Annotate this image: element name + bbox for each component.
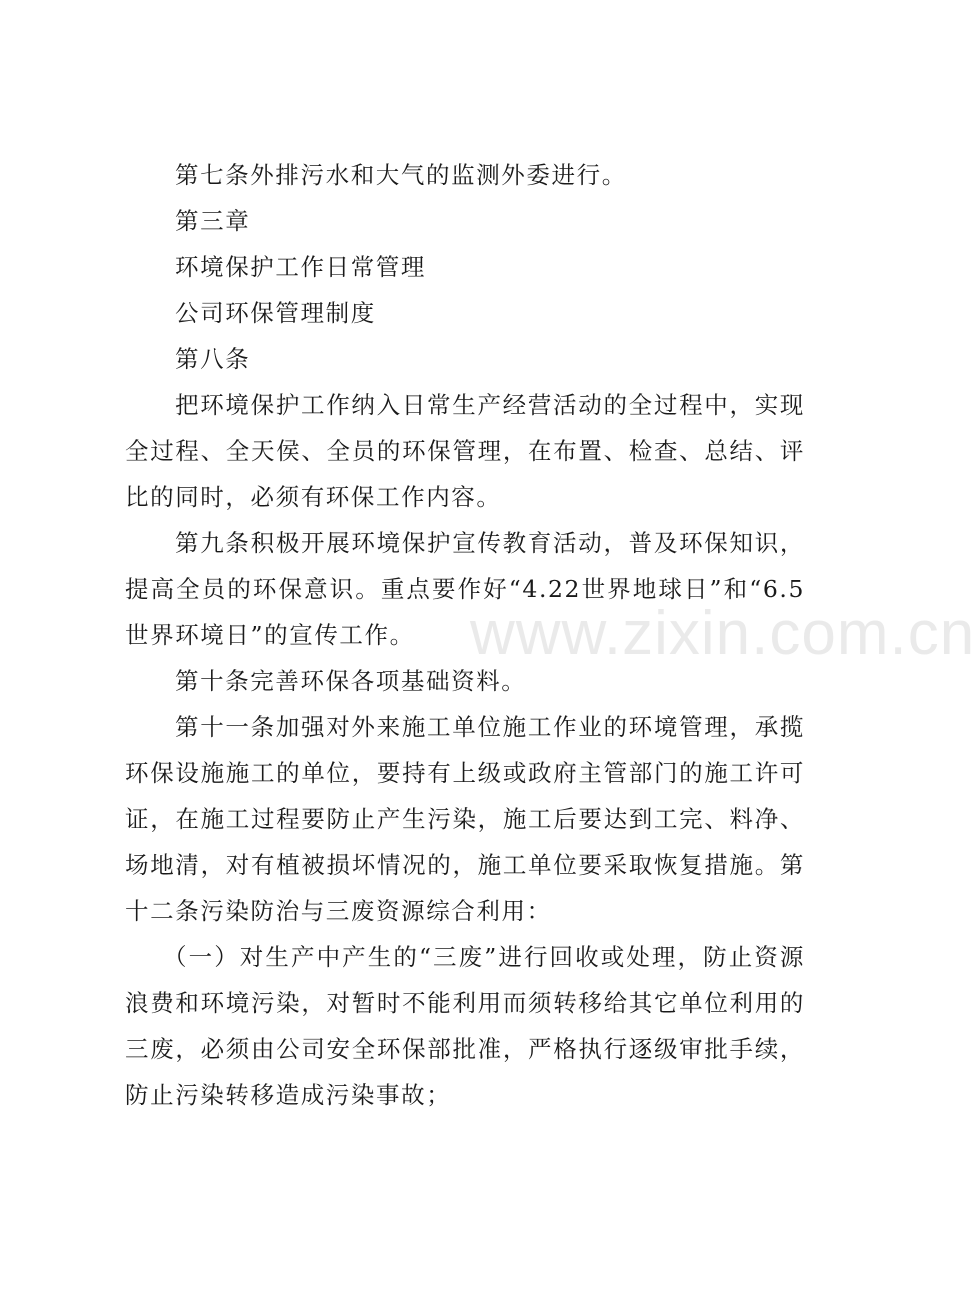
paragraph-article-7: 第七条外排污水和大气的监测外委进行。 [175,161,627,189]
paragraph-item-1: （一）对生产中产生的“三废”进行回收或处理，防止资源浪费和环境污染，对暂时不能利用而须转移给其它单位利用的三废，必须由公司安全环保部批准，严格执行逐级审批手续，防止污染转移造成污染事故； [125,943,805,1109]
paragraph-article-10: 第十条完善环保各项基础资料。 [175,667,527,695]
document-body [125,152,805,1118]
paragraph-article-9: 第九条积极开展环境保护宣传教育活动，普及环保知识，提高全员的环保意识。重点要作好“4.22世界地球日”和“6.5世界环境日”的宣传工作。 [125,529,805,649]
document-title: 公司环保管理制度 [175,299,376,327]
chapter-title: 环境保护工作日常管理 [175,253,426,281]
paragraph-article-8: 把环境保护工作纳入日常生产经营活动的全过程中，实现全过程、全天侯、全员的环保管理，在布置、检查、总结、评比的同时，必须有环保工作内容。 [125,391,805,511]
chapter-heading: 第三章 [175,207,251,235]
watermark: www.zixin.com.cn [470,599,975,668]
article-8-heading: 第八条 [175,345,251,373]
paragraph-article-11: 第十一条加强对外来施工单位施工作业的环境管理，承揽环保设施施工的单位，要持有上级或政府主管部门的施工许可证，在施工过程要防止产生污染，施工后要达到工完、料净、场地清，对有植被损坏情况的，施工单位要采取恢复措施。第十二条污染防治与三废资源综合利用： [125,713,805,925]
